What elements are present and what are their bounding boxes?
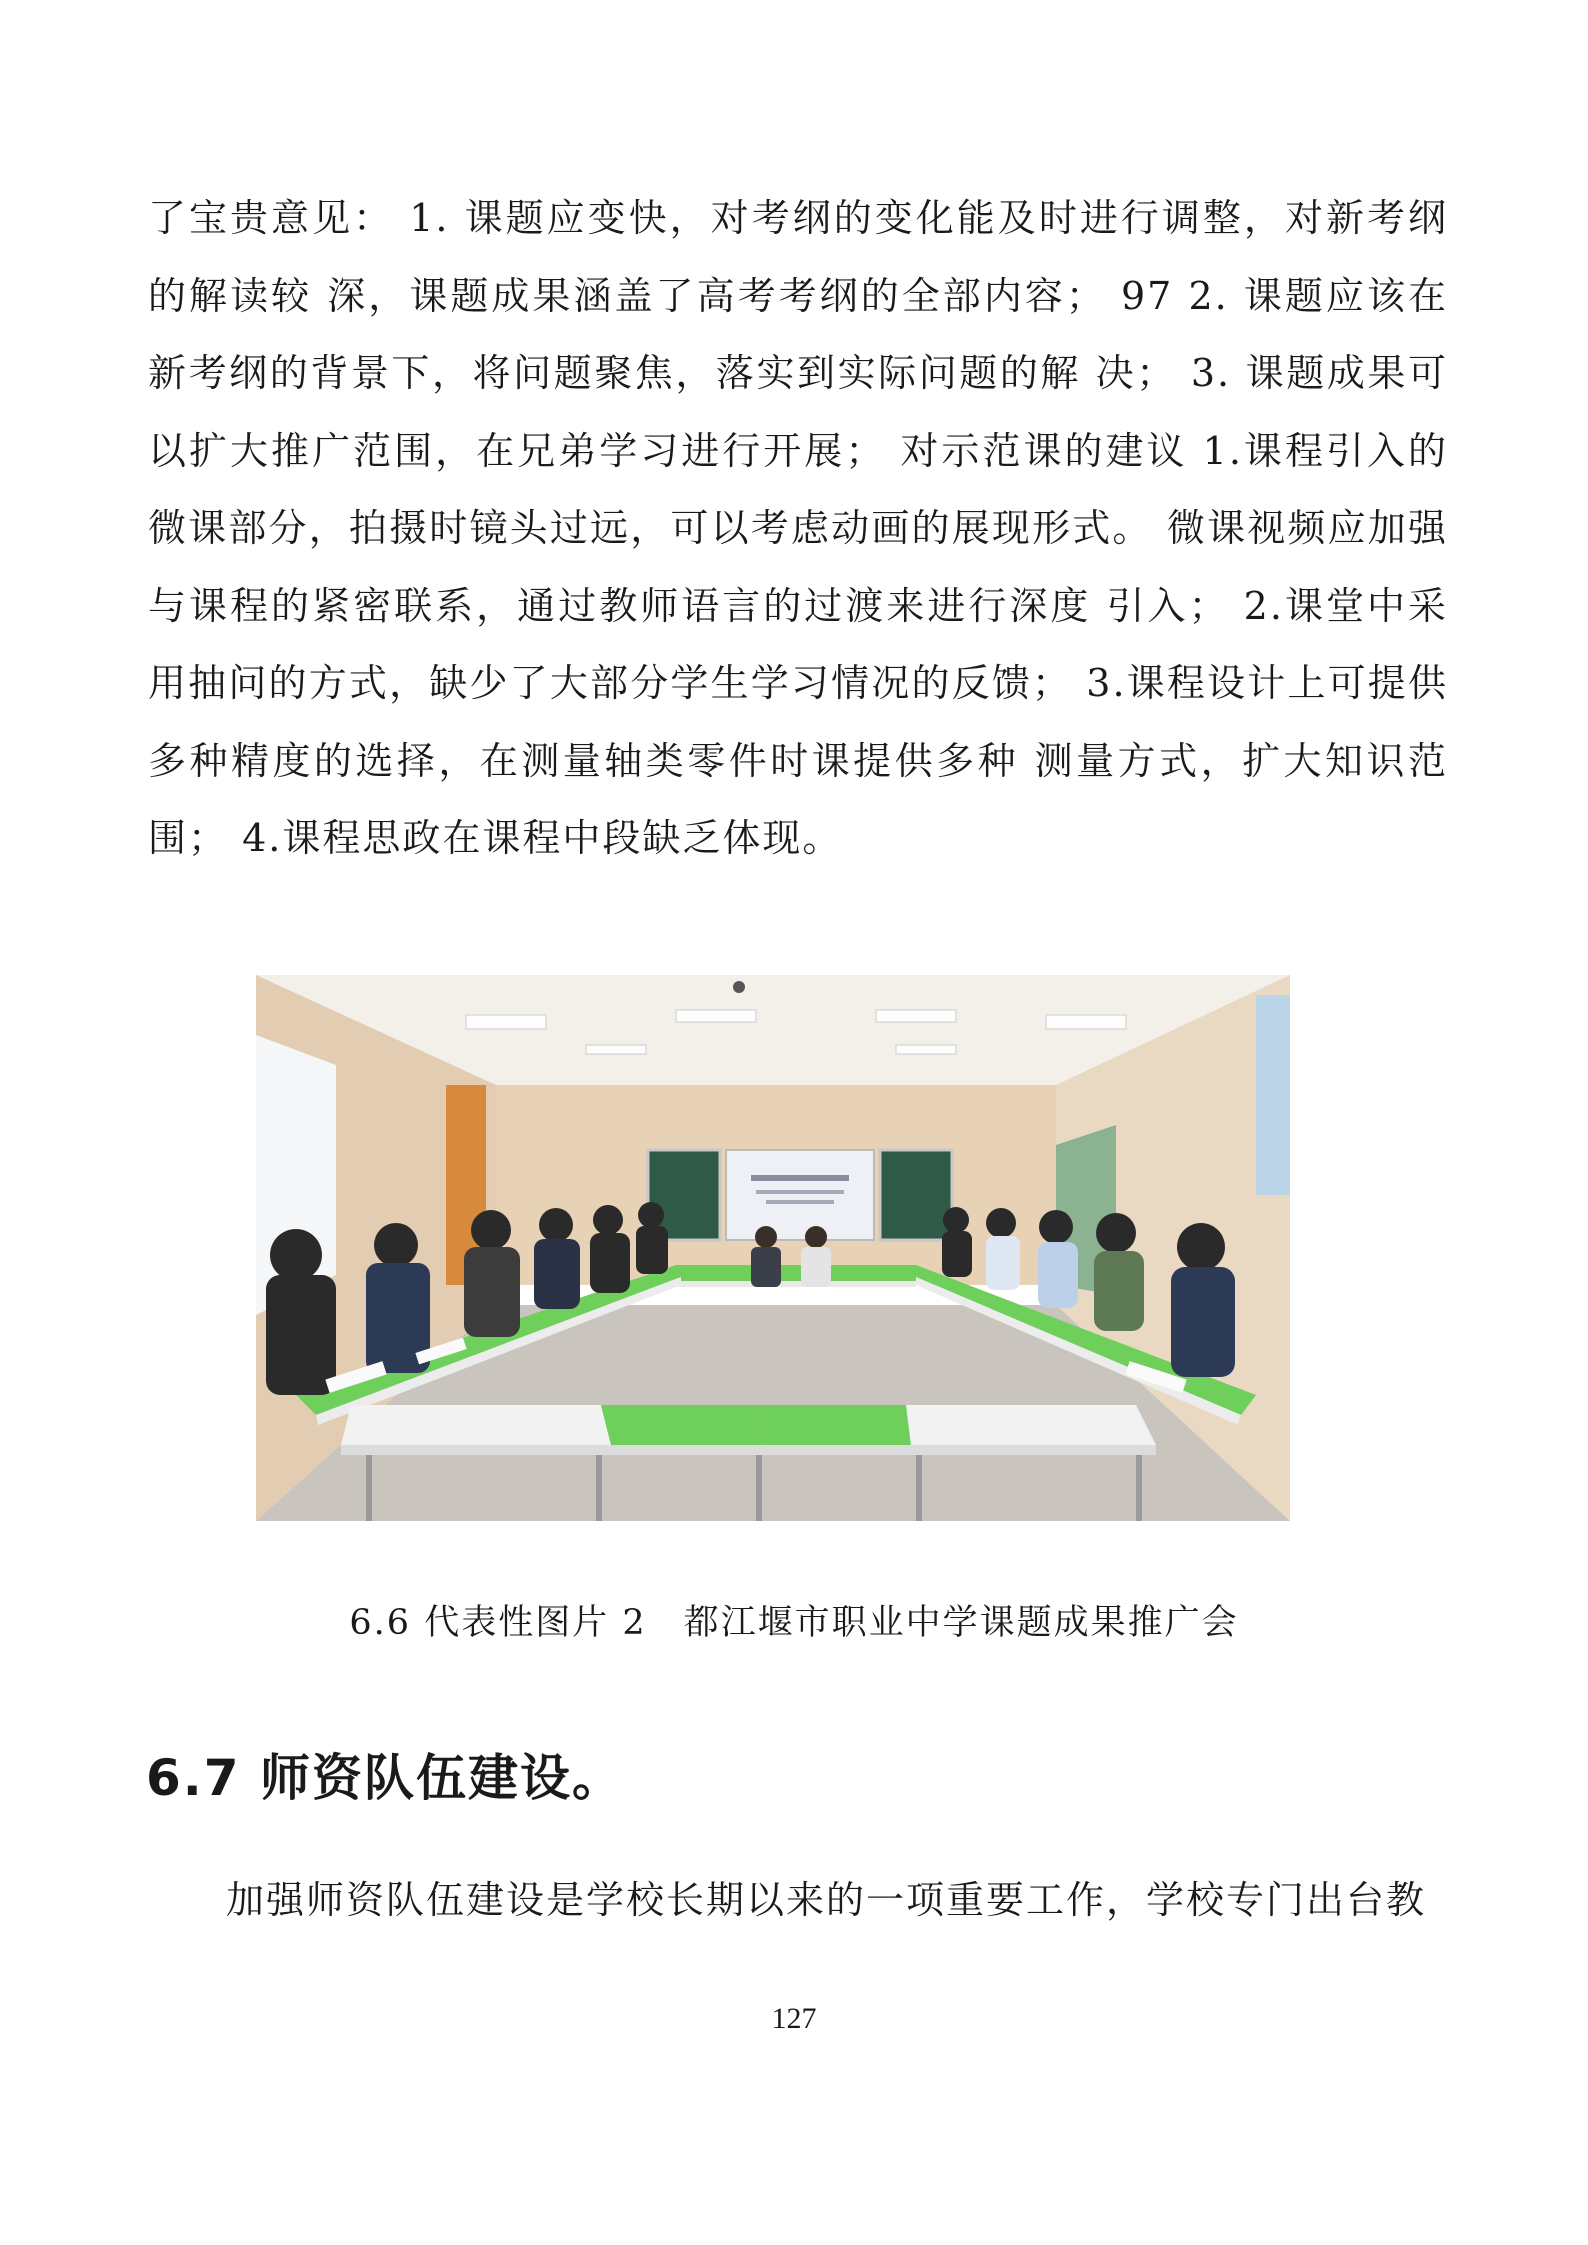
meeting-photo [256,975,1290,1521]
body-paragraph-2: 加强师资队伍建设是学校长期以来的一项重要工作，学校专门出台教 [226,1878,1427,1922]
figure-caption: 6.6 代表性图片 2 都江堰市职业中学课题成果推广会 [349,1603,1239,1643]
body-paragraph: 了宝贵意见： 1. 课题应变快，对考纲的变化能及时进行调整，对新考纲的解读较 深，课题成果涵盖了高考考纲的全部内容； 97 2. 课题应该在新考纲的背景下，将问题聚焦，落实到实际问题的解 决； 3. 课题成果可以扩大推广范围，在兄弟学习进行开展； 对示范课的建议 1.课程引入的微课部分，拍摄时镜头过远，可以考虑动画的展现形式。 微课视频应加强与课程的紧密联系，通过教师语言的过渡来进行深度 引入； 2.课堂中采用抽问的方式，缺少了大部分学生学习情况的反馈； 3.课程设计上可提供多种精度的选择，在测量轴类零件时课提供多种 测量方式，扩大知识范围； 4.课程思政在课程中段缺乏体现。 [148,196,1448,860]
section-heading: 6.7 师资队伍建设。 [146,1749,624,1807]
page-number: 127 [771,2002,817,2035]
